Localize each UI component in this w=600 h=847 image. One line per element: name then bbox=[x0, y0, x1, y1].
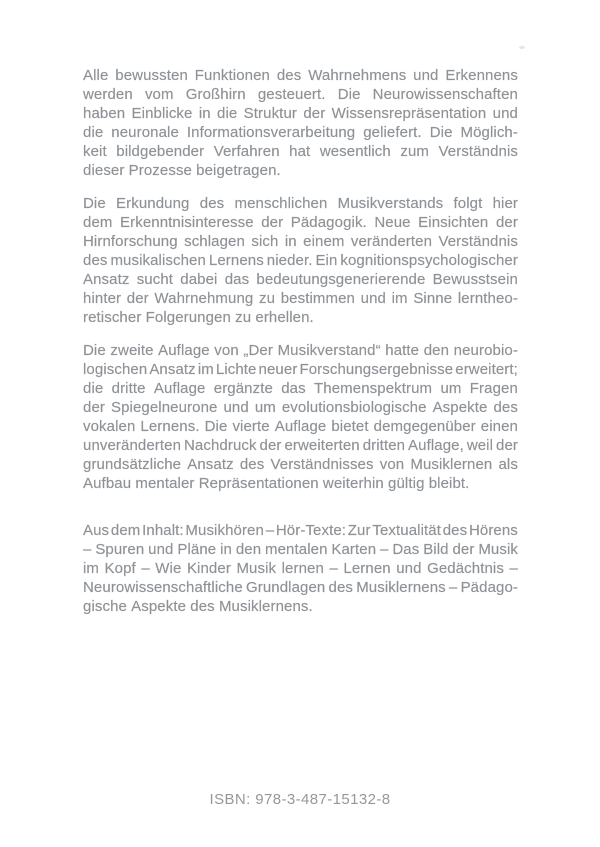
blurb-paragraph-3 bbox=[83, 341, 518, 493]
text-line: grundsätzliche Ansatz des Verständnisses von Musiklernen als bbox=[83, 456, 518, 473]
text-line: dem Erkenntnisinteresse der Pädagogik. Neue Einsichten der bbox=[83, 214, 518, 231]
text-line: Aufbau mentaler Repräsentationen weiterhin gültig bleibt. bbox=[83, 475, 470, 492]
contents-paragraph bbox=[83, 521, 518, 616]
text-line: werden vom Großhirn gesteuert. Die Neurowissenschaften bbox=[83, 86, 518, 103]
text-line: unveränderten Nachdruck der erweiterten dritten Auflage, weil der bbox=[83, 437, 518, 454]
text-line: Neurowissenschaftliche Grundlagen des Musiklernens – Pädago- bbox=[83, 579, 518, 596]
text-line: Die Erkundung des menschlichen Musikverstands folgt hier bbox=[83, 195, 518, 212]
text-line: des musikalischen Lernens nieder. Ein kognitionspsychologischer bbox=[83, 252, 518, 269]
text-line: logischen Ansatz im Lichte neuer Forschungsergebnisse erweitert; bbox=[83, 361, 518, 378]
text-line: Alle bewussten Funktionen des Wahrnehmens und Erkennens bbox=[83, 67, 518, 84]
text-line: Die zweite Auflage von „Der Musikverstand“ hatte den neurobio- bbox=[83, 342, 518, 359]
text-line: haben Einblicke in die Struktur der Wissensrepräsentation und bbox=[83, 105, 518, 122]
blurb-text-block bbox=[83, 66, 518, 630]
isbn-line: ISBN: 978-3-487-15132-8 bbox=[209, 791, 391, 808]
text-line: Aus dem Inhalt: Musikhören – Hör-Texte: Zur Textualität des Hörens bbox=[83, 522, 518, 539]
text-line: dieser Prozesse beigetragen. bbox=[83, 162, 281, 179]
text-line: der Spiegelneurone und um evolutionsbiologische Aspekte des bbox=[83, 399, 518, 416]
text-line: retischer Folgerungen zu erhellen. bbox=[83, 309, 314, 326]
text-line: gische Aspekte des Musiklernens. bbox=[83, 598, 313, 615]
text-line: Ansatz sucht dabei das bedeutungsgenerierende Bewusstsein bbox=[83, 271, 518, 288]
text-line: keit bildgebender Verfahren hat wesentlich zum Verständnis bbox=[83, 143, 518, 160]
blurb-paragraph-1 bbox=[83, 66, 518, 180]
text-line: vokalen Lernens. Die vierte Auflage bietet demgegenüber einen bbox=[83, 418, 518, 435]
text-line: im Kopf – Wie Kinder Musik lernen – Lernen und Gedächtnis – bbox=[83, 560, 518, 577]
text-line: hinter der Wahrnehmung zu bestimmen und im Sinne lerntheo- bbox=[83, 290, 518, 307]
scan-artifact-speck bbox=[519, 46, 525, 49]
text-line: – Spuren und Pläne in den mentalen Karten – Das Bild der Musik bbox=[83, 541, 518, 558]
blurb-paragraph-2 bbox=[83, 194, 518, 327]
text-line: die neuronale Informationsverarbeitung geliefert. Die Möglich- bbox=[83, 124, 518, 141]
text-line: die dritte Auflage ergänzte das Themenspektrum um Fragen bbox=[83, 380, 518, 397]
text-line: Hirnforschung schlagen sich in einem veränderten Verständnis bbox=[83, 233, 518, 250]
